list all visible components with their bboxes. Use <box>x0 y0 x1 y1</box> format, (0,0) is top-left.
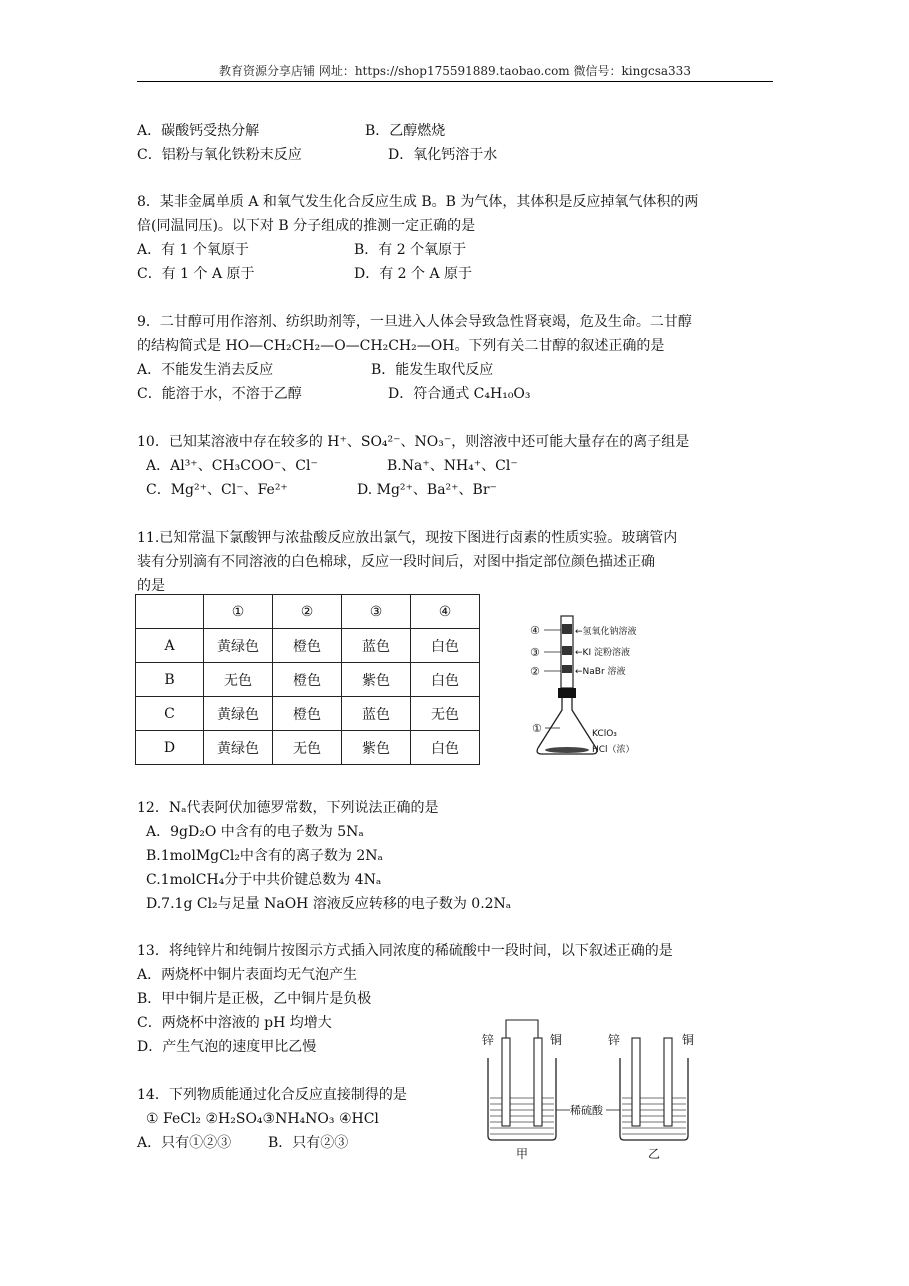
wire-jia <box>506 1020 538 1038</box>
q14-option-a: A．只有①②③ <box>137 1135 232 1151</box>
q10-option-b: B.Na⁺、NH₄⁺、Cl⁻ <box>387 458 518 474</box>
q8-option-d: D．有 2 个 A 原于 <box>354 266 473 282</box>
table-cell: 橙色 <box>273 697 342 731</box>
acid-solution-jia <box>490 1098 554 1134</box>
nabr-label: ←NaBr 溶液 <box>575 667 626 677</box>
zinc-plate-yi <box>632 1038 640 1126</box>
beaker-label-yi: 乙 <box>648 1147 661 1161</box>
table-cell: 白色 <box>411 663 480 697</box>
q12-option-b: B.1molMgCl₂中含有的离子数为 2Nₐ <box>146 848 383 864</box>
q8-stem-line2: 倍(同温同压)。以下对 B 分子组成的推测一定正确的是 <box>137 218 476 234</box>
q10-option-a: A．Al³⁺、CH₃COO⁻、Cl⁻ <box>146 458 318 474</box>
copper-label-jia: 铜 <box>550 1033 563 1047</box>
conical-flask <box>537 698 597 754</box>
zinc-copper-beakers-figure <box>468 1016 728 1166</box>
q13-option-a: A．两烧杯中铜片表面均无气泡产生 <box>137 967 358 983</box>
q9-option-a: A．不能发生消去反应 <box>137 362 274 378</box>
label-1: ① <box>532 722 542 735</box>
table-cell: 黄绿色 <box>204 697 273 731</box>
dilute-sulfuric-acid-label: 稀硫酸 <box>570 1104 603 1117</box>
label-2: ② <box>530 665 540 678</box>
table-header-cell <box>136 595 204 629</box>
table-row <box>136 629 480 663</box>
q13-option-b: B．甲中铜片是正极，乙中铜片是负极 <box>137 991 372 1007</box>
table-header-cell: ③ <box>342 595 411 629</box>
table-cell: C <box>136 697 204 731</box>
q10-option-c: C．Mg²⁺、Cl⁻、Fe²⁺ <box>146 482 288 498</box>
table-cell: 黄绿色 <box>204 731 273 765</box>
beaker-label-jia: 甲 <box>516 1147 529 1161</box>
stopper <box>558 688 576 698</box>
table-cell: D <box>136 731 204 765</box>
cotton-ball-3 <box>562 646 572 655</box>
q10-stem: 10．已知某溶液中存在较多的 H⁺、SO₄²⁻、NO₃⁻，则溶液中还可能大量存在的离子组是 <box>137 434 690 450</box>
q12-option-c: C.1molCH₄分于中共价键总数为 4Nₐ <box>146 872 382 888</box>
q8-option-a: A．有 1 个氧原于 <box>137 242 249 258</box>
flask-solid <box>545 747 589 753</box>
zinc-label-jia: 锌 <box>482 1033 495 1047</box>
q7-option-c: C．铝粉与氧化铁粉末反应 <box>137 147 302 163</box>
table-cell: 橙色 <box>273 629 342 663</box>
q13-stem: 13．将纯锌片和纯铜片按图示方式插入同浓度的稀硫酸中一段时间，以下叙述正确的是 <box>137 943 673 959</box>
q13-option-c: C．两烧杯中溶液的 pH 均增大 <box>137 1015 332 1031</box>
table-cell: 蓝色 <box>342 629 411 663</box>
q14-option-b: B．只有②③ <box>268 1135 349 1151</box>
halogen-apparatus-figure <box>520 608 670 768</box>
q11-stem-line3: 的是 <box>137 578 165 594</box>
table-header-row <box>136 595 480 629</box>
zinc-label-yi: 锌 <box>608 1033 621 1047</box>
table-cell: 紫色 <box>342 663 411 697</box>
q14-items: ① FeCl₂ ②H₂SO₄③NH₄NO₃ ④HCl <box>146 1111 379 1127</box>
ki-starch-label: ←KI 淀粉溶液 <box>575 648 630 658</box>
label-3: ③ <box>530 646 540 659</box>
table-cell: A <box>136 629 204 663</box>
q9-option-d: D．符合通式 C₄H₁₀O₃ <box>388 386 531 402</box>
q9-stem-line1: 9．二甘醇可用作溶剂、纺织助剂等，一旦进入人体会导致急性肾衰竭，危及生命。二甘醇 <box>137 314 692 330</box>
table-header-cell: ④ <box>411 595 480 629</box>
table-cell: 白色 <box>411 629 480 663</box>
cotton-ball-2 <box>562 665 572 673</box>
table-row <box>136 663 480 697</box>
table-cell: B <box>136 663 204 697</box>
q14-stem: 14．下列物质能通过化合反应直接制得的是 <box>137 1087 407 1103</box>
kclo3-label: KClO₃ <box>592 729 617 739</box>
copper-plate-jia <box>534 1038 542 1126</box>
q7-option-a: A．碳酸钙受热分解 <box>137 123 260 139</box>
table-cell: 黄绿色 <box>204 629 273 663</box>
table-cell: 白色 <box>411 731 480 765</box>
table-cell: 无色 <box>273 731 342 765</box>
table-header-cell: ① <box>204 595 273 629</box>
q10-option-d: D. Mg²⁺、Ba²⁺、Br⁻ <box>357 482 497 498</box>
header-divider <box>137 81 773 82</box>
q11-stem-line1: 11.已知常温下氯酸钾与浓盐酸反应放出氯气，现按下图进行卤素的性质实验。玻璃管内 <box>137 530 678 546</box>
q9-option-c: C．能溶于水，不溶于乙醇 <box>137 386 302 402</box>
q9-stem-prefix: 的结构简式是 <box>137 338 226 354</box>
diethylene-glycol-formula: HO—CH₂CH₂—O—CH₂CH₂—OH <box>225 338 455 354</box>
label-4: ④ <box>530 624 540 637</box>
table-cell: 蓝色 <box>342 697 411 731</box>
q12-stem: 12．Nₐ代表阿伏加德罗常数，下列说法正确的是 <box>137 800 439 816</box>
naoh-label: ←氢氧化钠溶液 <box>575 627 637 637</box>
table-header-cell: ② <box>273 595 342 629</box>
table-row <box>136 731 480 765</box>
table-cell: 无色 <box>411 697 480 731</box>
q8-stem-line1: 8．某非金属单质 A 和氧气发生化合反应生成 B。B 为气体，其体积是反应掉氧气体积的两 <box>137 194 699 210</box>
q9-option-b: B．能发生取代反应 <box>371 362 494 378</box>
q13-option-d: D．产生气泡的速度甲比乙慢 <box>137 1039 317 1055</box>
q7-option-b: B．乙醇燃烧 <box>365 123 446 139</box>
cotton-ball-4 <box>562 624 572 634</box>
zinc-plate-jia <box>502 1038 510 1126</box>
copper-label-yi: 铜 <box>682 1033 695 1047</box>
q12-option-d: D.7.1g Cl₂与足量 NaOH 溶液反应转移的电子数为 0.2Nₐ <box>146 896 512 912</box>
q8-option-c: C．有 1 个 A 原于 <box>137 266 255 282</box>
table-cell: 橙色 <box>273 663 342 697</box>
q7-option-d: D．氧化钙溶于水 <box>388 147 498 163</box>
copper-plate-yi <box>664 1038 672 1126</box>
table-cell: 紫色 <box>342 731 411 765</box>
table-row <box>136 697 480 731</box>
q12-option-a: A．9gD₂O 中含有的电子数为 5Nₐ <box>146 824 364 840</box>
q9-stem-suffix: 。下列有关二甘醇的叙述正确的是 <box>454 338 665 354</box>
q11-stem-line2: 装有分别滴有不同溶液的白色棉球，反应一段时间后，对图中指定部位颜色描述正确 <box>137 554 655 570</box>
q8-option-b: B．有 2 个氧原于 <box>354 242 467 258</box>
table-cell: 无色 <box>204 663 273 697</box>
q9-stem-line2 <box>137 337 664 355</box>
hcl-label: HCl（浓） <box>592 745 635 755</box>
page-header: 教育资源分享店铺 网址：https://shop175591889.taobao.com 微信号：kingcsa333 <box>219 64 691 78</box>
q11-color-table <box>135 594 480 765</box>
